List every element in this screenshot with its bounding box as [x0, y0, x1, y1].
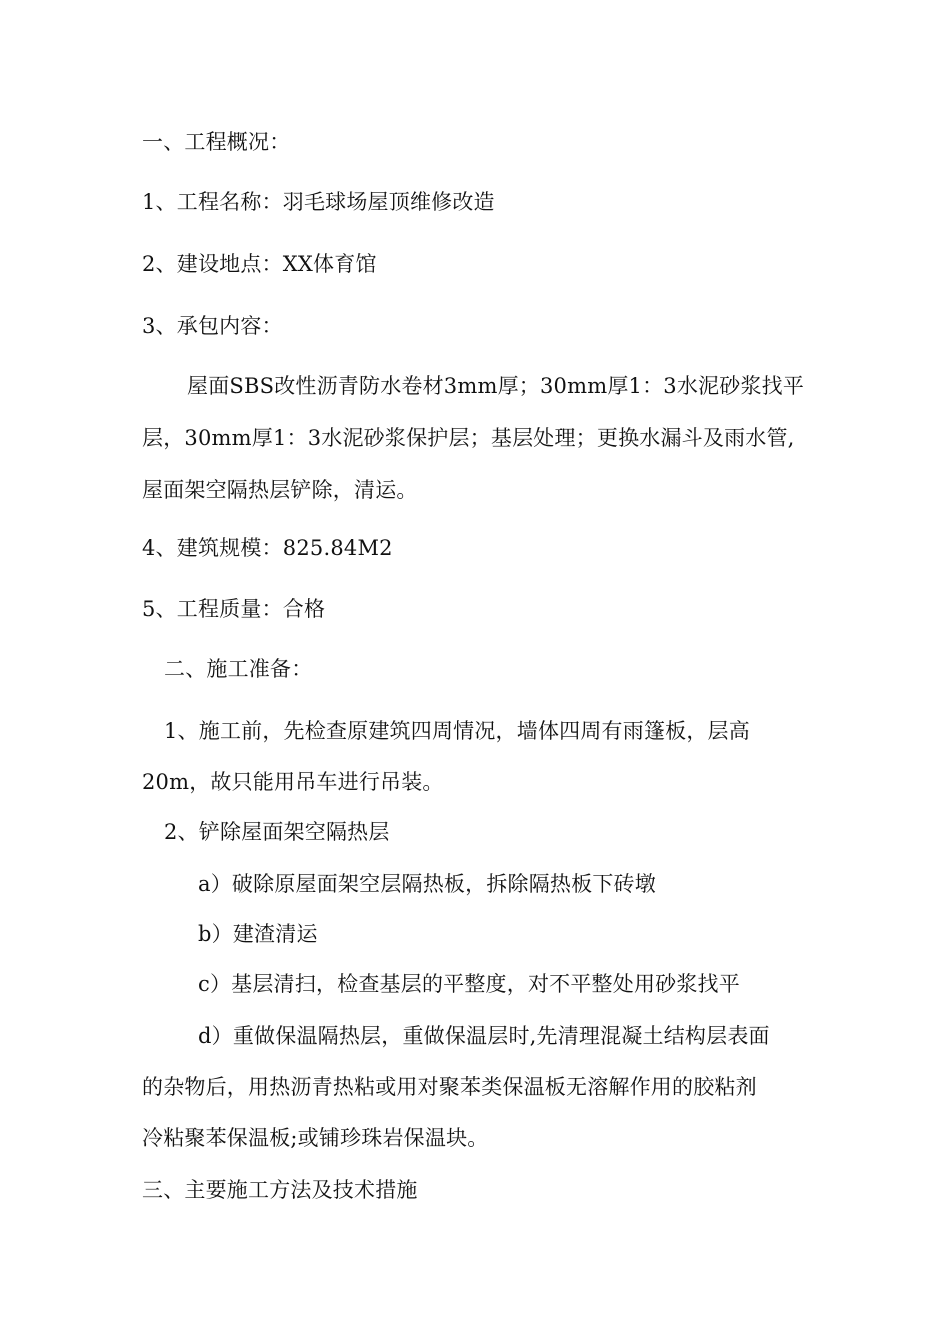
prep-sub-a: a）破除原屋面架空层隔热板，拆除隔热板下砖墩 [198, 872, 656, 896]
prep-sub-c: c）基层清扫，检查基层的平整度，对不平整处用砂浆找平 [198, 972, 740, 996]
prep-item-1-line-1: 1、施工前，先检查原建筑四周情况，墙体四周有雨篷板，层高 [164, 719, 750, 743]
prep-sub-d-line-1: d）重做保温隔热层，重做保温层时,先清理混凝土结构层表面 [198, 1024, 770, 1048]
prep-sub-d-line-3: 冷粘聚苯保温板;或铺珍珠岩保温块。 [142, 1126, 489, 1150]
prep-item-2: 2、铲除屋面架空隔热层 [164, 820, 390, 844]
scope-content-line-3: 屋面架空隔热层铲除，清运。 [142, 478, 418, 502]
scope-item: 3、承包内容： [142, 314, 283, 338]
scope-content-line-1: 屋面SBS改性沥青防水卷材3mm厚；30mm厚1：3水泥砂浆找平 [187, 374, 805, 398]
building-scale-item: 4、建筑规模：825.84M2 [142, 536, 393, 560]
section3-heading: 三、主要施工方法及技术措施 [142, 1178, 418, 1202]
section1-heading: 一、工程概况： [142, 130, 291, 154]
scope-content-line-2: 层，30mm厚1：3水泥砂浆保护层；基层处理；更换水漏斗及雨水管, [142, 426, 795, 450]
quality-item: 5、工程质量：合格 [142, 597, 326, 621]
project-name-item: 1、工程名称：羽毛球场屋顶维修改造 [142, 190, 495, 214]
prep-sub-d-line-2: 的杂物后，用热沥青热粘或用对聚苯类保温板无溶解作用的胶粘剂 [142, 1075, 757, 1099]
prep-sub-b: b）建渣清运 [198, 922, 318, 946]
section2-heading: 二、施工准备： [164, 657, 313, 681]
location-item: 2、建设地点：XX体育馆 [142, 252, 377, 276]
prep-item-1-line-2: 20m，故只能用吊车进行吊装。 [142, 770, 444, 794]
